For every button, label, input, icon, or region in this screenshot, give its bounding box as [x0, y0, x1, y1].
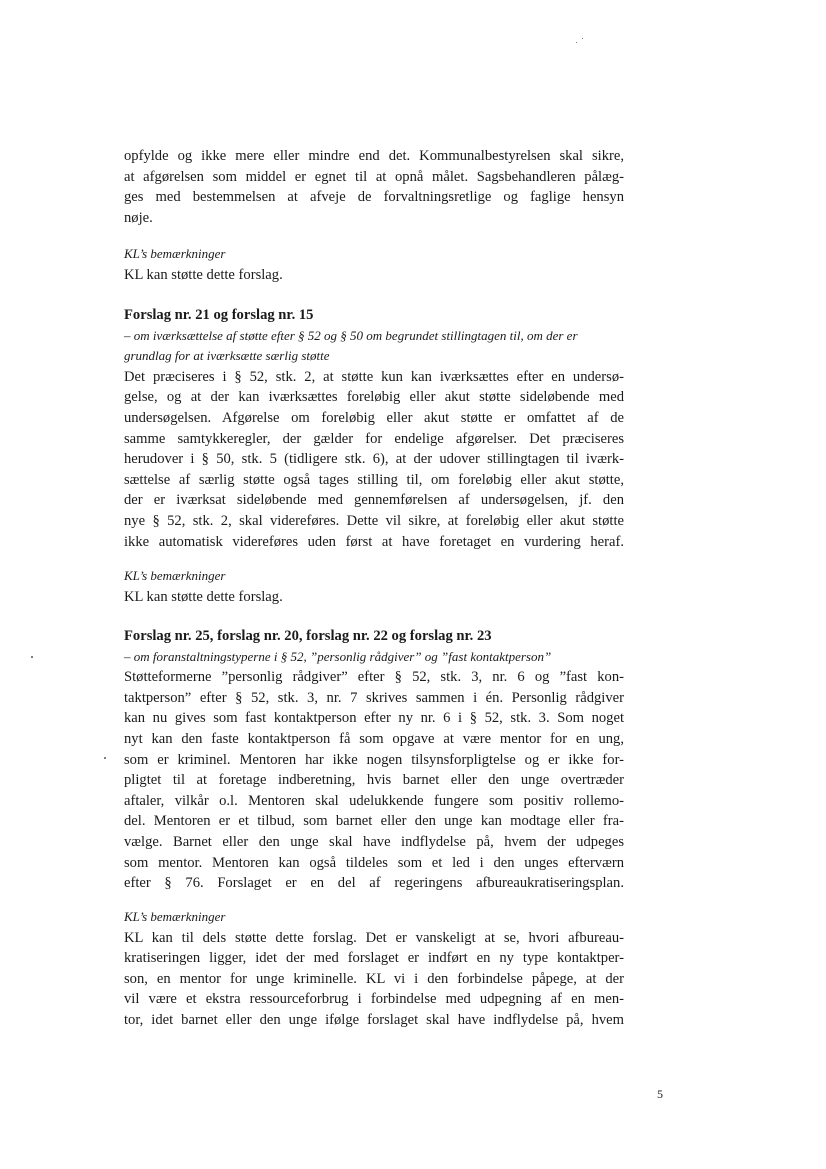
text-line: kratiseringen ligger, idet der med forslaget er indført en ny type kontaktper- [124, 950, 624, 967]
section-1 [124, 305, 624, 552]
text-line: sættelse af særlig støtte også tages stilling til, om foreløbig eller akut støtte, [124, 471, 624, 488]
text-line: aftaler, vilkår o.l. Mentoren skal udelukkende fungere som positiv rollemo- [124, 792, 624, 809]
scan-speck [582, 38, 583, 39]
page-number: 5 [657, 1087, 663, 1101]
text-line: samme samtykkeregler, der gælder for endelige afgørelser. Det præciseres [124, 430, 624, 447]
section-subtitle-line: – om iværksættelse af støtte efter § 52 og § 50 om begrundet stillingtagen til, om der er [124, 327, 578, 343]
text-line: Støtteformerne ”personlig rådgiver” efter § 52, stk. 3, nr. 6 og ”fast kon- [124, 669, 624, 686]
text-line: pligtet til at foretage indberetning, hvis barnet eller den unge overtræder [124, 772, 624, 789]
remark-2 [124, 566, 624, 607]
text-line: som er kriminel. Mentoren har ikke nogen tilsynsforpligtelse og er ikke for- [124, 751, 624, 768]
scan-speck [31, 656, 33, 658]
intro-paragraph [124, 146, 624, 228]
text-line: ges med bestemmelsen at afveje de forvaltningsretlige og faglige hensyn [124, 189, 624, 206]
remark-3 [124, 907, 624, 1031]
section-subtitle-line: – om foranstaltningstyperne i § 52, ”personlig rådgiver” og ”fast kontaktperson” [124, 648, 552, 664]
scan-speck [576, 42, 577, 43]
text-line: gelse, og at der kan iværksættes foreløbig eller akut støtte sideløbende med [124, 389, 624, 406]
text-line: son, en mentor for unge kriminelle. KL vi i den forbindelse påpege, at der [124, 970, 624, 987]
text-line: nye § 52, stk. 2, skal videreføres. Dette vil sikre, at foreløbig eller akut støtte [124, 512, 624, 529]
text-line: som mentor. Mentoren kan også tildeles som et led i den unges efterværn [124, 854, 624, 871]
text-line: KL kan til dels støtte dette forslag. Det er vanskeligt at se, hvori afbureau- [124, 929, 624, 946]
remark-label: KL’s bemærkninger [124, 568, 226, 583]
text-line: del. Mentoren er et tilbud, som barnet eller den unge kan modtage eller fra- [124, 813, 624, 830]
text-line: vælge. Barnet eller den unge skal have indflydelse på, hvem der udpeges [124, 833, 624, 850]
section-subtitle-line: grundlag for at iværksætte særlig støtte [124, 348, 330, 364]
text-line: Det præciseres i § 52, stk. 2, at støtte kun kan iværksættes efter en undersø- [124, 368, 624, 385]
text-line: tor, idet barnet eller den unge ifølge forslaget skal have indflydelse på, hvem [124, 1011, 624, 1028]
remark-1 [124, 244, 624, 285]
remark-text: KL kan støtte dette forslag. [124, 588, 283, 605]
section-heading: Forslag nr. 21 og forslag nr. 15 [124, 307, 314, 323]
section-heading: Forslag nr. 25, forslag nr. 20, forslag nr. 22 og forslag nr. 23 [124, 628, 492, 644]
remark-label: KL’s bemærkninger [124, 246, 226, 261]
text-line: taktperson” efter § 52, stk. 3, nr. 7 skrives sammen i én. Personlig rådgiver [124, 689, 624, 706]
remark-text: KL kan støtte dette forslag. [124, 266, 283, 283]
text-line: opfylde og ikke mere eller mindre end det. Kommunalbestyrelsen skal sikre, [124, 148, 624, 164]
text-line: herudover i § 50, stk. 5 (tidligere stk. 6), at der udover stillingtagen til iværk- [124, 451, 624, 468]
text-line: ikke automatisk videreføres uden først at have foretaget en vurdering heraf. [124, 533, 624, 550]
text-line: kan nu gives som fast kontaktperson efter ny nr. 6 i § 52, stk. 3. Som noget [124, 710, 624, 727]
text-line: nyt kan den faste kontaktperson få som opgave at være mentor for en ung, [124, 730, 624, 747]
text-line: der er iværksat sideløbende med gennemførelsen af undersøgelsen, jf. den [124, 492, 624, 509]
scan-speck [104, 757, 106, 759]
text-line: vil være et ekstra ressourceforbrug i forbindelse med udpegning af en men- [124, 991, 624, 1008]
text-line: at afgørelsen som middel er egnet til at opnå målet. Sagsbehandleren pålæg- [124, 168, 624, 185]
text-line: efter § 76. Forslaget er en del af regeringens afbureaukratiseringsplan. [124, 875, 624, 892]
text-line: undersøgelsen. Afgørelse om foreløbig eller akut støtte er omfattet af de [124, 409, 624, 426]
text-line: nøje. [124, 209, 153, 226]
section-2 [124, 626, 624, 894]
remark-label: KL’s bemærkninger [124, 909, 226, 924]
